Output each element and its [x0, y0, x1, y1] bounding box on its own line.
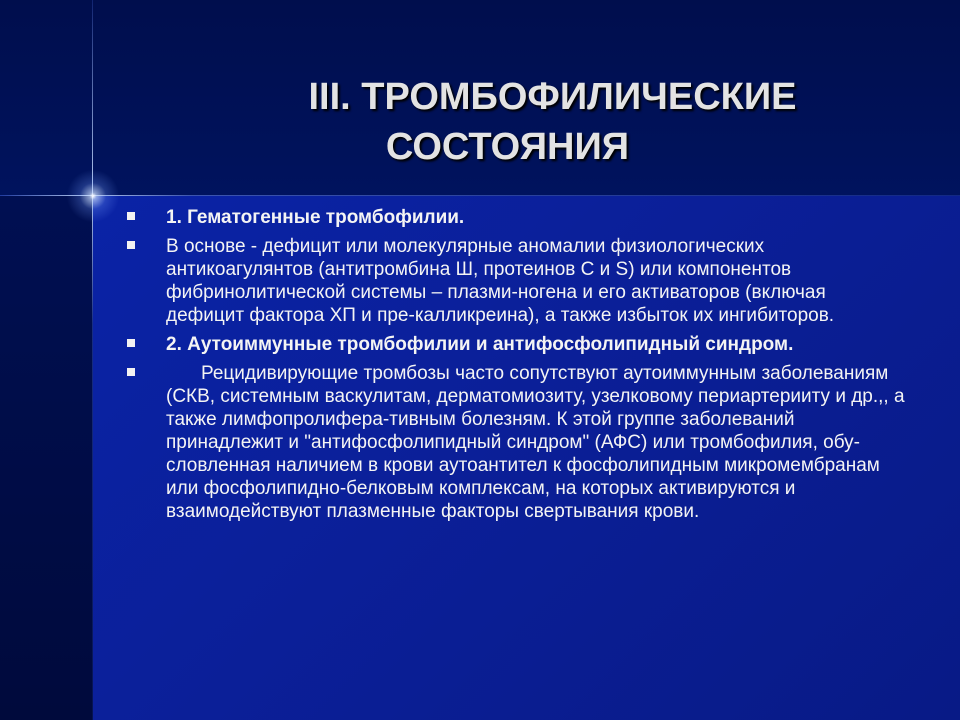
- slide-title: [0, 72, 960, 172]
- square-bullet-icon: [127, 339, 135, 347]
- list-item-text: Рецидивирующие тромбозы часто сопутствуют аутоиммунным заболеваниям (СКВ, системным васкулитам, дерматомиозиту, узелковому периартерииту и др.,, а также лимфопролифера-тивным болезням. К этой группе заболеваний принадлежит и "антифосфолипидный синдром" (АФС) или тромбофилия, обу-словленная наличием в крови аутоантител к фосфолипидным микромембранам или фосфолипидно-белковым комплексам, на которых активируются и взаимодействуют плазменные факторы свертывания крови.: [166, 363, 905, 522]
- list-item-text: 1. Гематогенные тромбофилии.: [166, 207, 465, 228]
- slide-title-line-1: III. ТРОМБОФИЛИЧЕСКИЕ: [308, 76, 797, 118]
- square-bullet-icon: [127, 368, 135, 376]
- list-item-text: В основе - дефицит или молекулярные аномалии физиологических антикоагулянтов (антитромбина Ш, протеинов С и S) или компонентов фибринолитической системы – плазми-ногена и его активаторов (включая дефицит фактора ХП и пре-калликреина), а также избыток их ингибиторов.: [166, 236, 835, 326]
- list-item: [127, 333, 907, 356]
- square-bullet-icon: [127, 212, 135, 220]
- list-item: [127, 206, 907, 229]
- left-band: [0, 196, 93, 720]
- list-item-text: 2. Аутоиммунные тромбофилии и антифосфолипидный синдром.: [166, 334, 794, 355]
- slide-title-line-2: СОСТОЯНИЯ: [385, 126, 630, 168]
- bullet-list: [127, 206, 907, 529]
- horizontal-divider: [0, 195, 960, 196]
- list-item: [127, 235, 907, 327]
- list-item: [127, 362, 907, 523]
- square-bullet-icon: [127, 241, 135, 249]
